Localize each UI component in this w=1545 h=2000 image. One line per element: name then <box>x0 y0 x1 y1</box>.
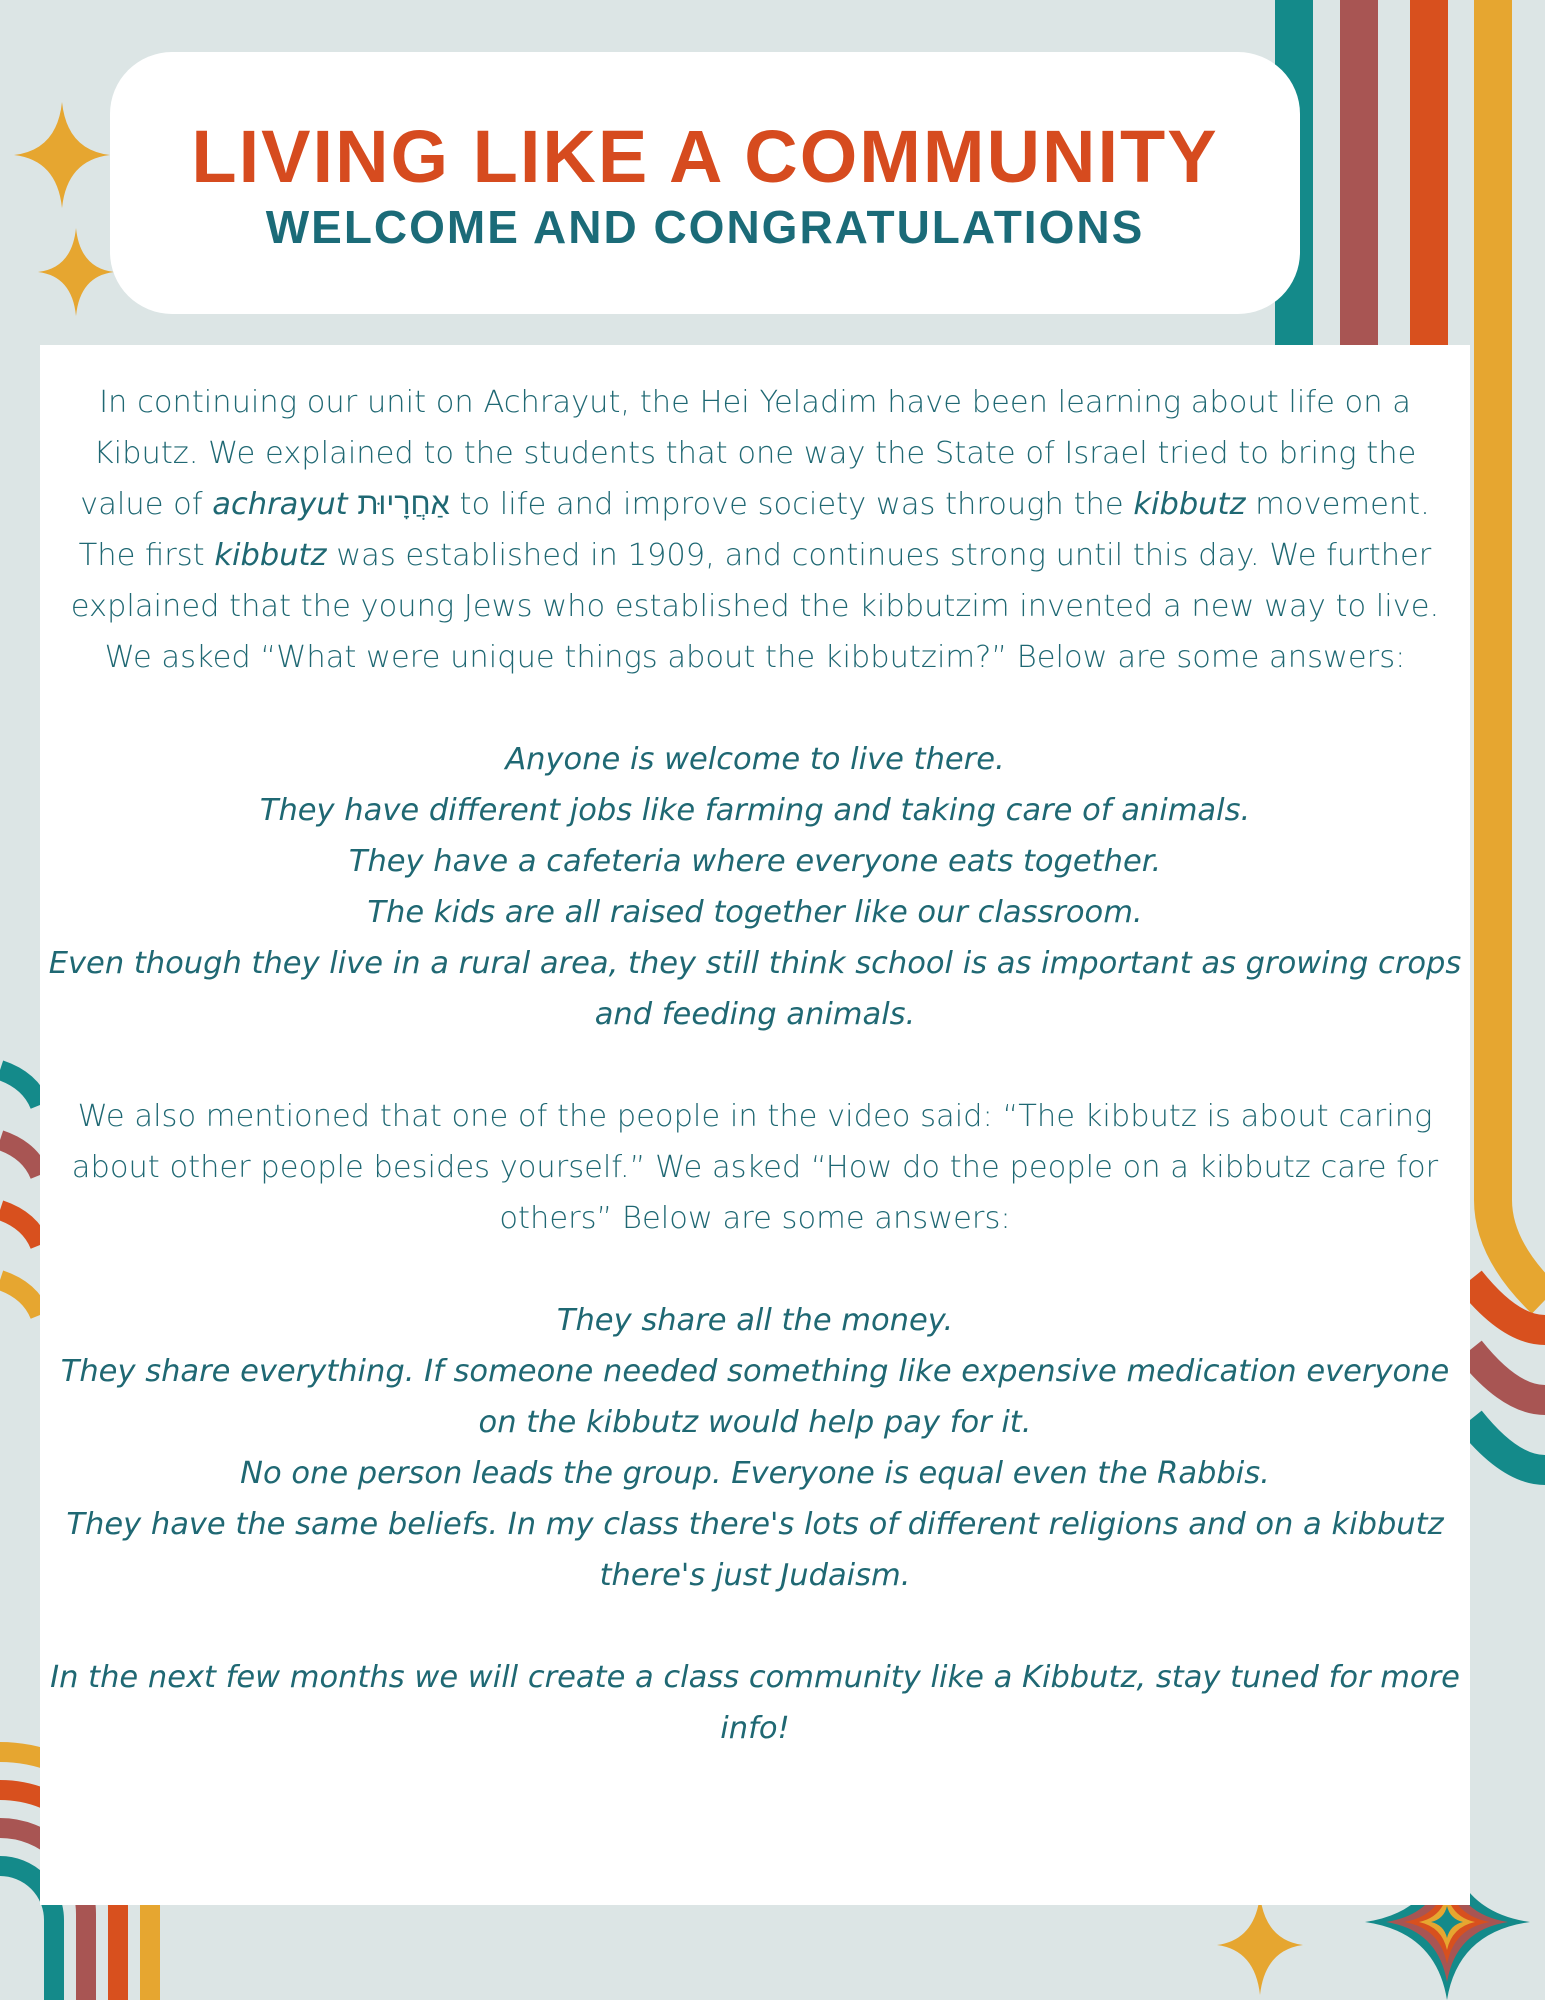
intro-text: to life and improve society was through the <box>449 487 1134 522</box>
term-achrayut: achrayut <box>212 487 348 522</box>
content-panel <box>40 345 1470 1905</box>
sparkle-star-icon <box>1217 1895 1303 1995</box>
answer-line: The kids are all raised together like our classroom. <box>367 895 1143 930</box>
second-paragraph: We also mentioned that one of the people in the video said: “The kibbutz is about caring about other people besides yourself.” We asked “How do the people on a kibbutz care for others” Below are some answers: <box>71 1099 1439 1236</box>
term-kibbutz: kibbutz <box>214 538 327 573</box>
page-title: LIVING LIKE A COMMUNITY <box>191 115 1219 198</box>
intro-paragraph <box>48 377 1462 683</box>
intro-text: In continuing our unit on Achrayut, the Hei Yeladim have been learning about life on a Kibutz. We explained to the students that one way the State of Israel tried to bring the value of <box>80 385 1417 522</box>
closing-line: In the next few months we will create a class community like a Kibbutz, stay tuned for more info! <box>50 1660 1460 1746</box>
answer-line: Even though they live in a rural area, they still think school is as important as growing crops and feeding animals. <box>48 946 1462 1032</box>
left-wave-bands <box>0 1070 40 1315</box>
answer-line: No one person leads the group. Everyone is equal even the Rabbis. <box>240 1456 1270 1491</box>
term-kibbutz: kibbutz <box>1133 487 1246 522</box>
sparkle-star-icon <box>38 228 114 316</box>
answer-line: They share all the money. <box>556 1303 954 1338</box>
answer-line: They have different jobs like farming and taking care of animals. <box>259 793 1251 828</box>
page-subtitle: WELCOME AND CONGRATULATIONS <box>265 201 1145 253</box>
newsletter-body <box>48 377 1462 1754</box>
answer-line: Anyone is welcome to live there. <box>505 742 1005 777</box>
answer-line: They have the same beliefs. In my class there's lots of different religions and on a kibbutz there's just Judaism. <box>66 1507 1444 1593</box>
intro-text: was established in 1909, and continues strong until this day. We further explained that the young Jews who established the kibbutzim invented a new way to live. We asked “What were unique things about the kibbutzim?” Below are some answers: <box>70 538 1440 675</box>
answer-line: They have a cafeteria where everyone eats together. <box>348 844 1162 879</box>
intro-text: movement. The first <box>78 487 1430 573</box>
title-card <box>110 52 1300 314</box>
sparkle-star-icon <box>14 102 110 208</box>
answer-line: They share everything. If someone needed something like expensive medication everyone on the kibbutz would help pay for it. <box>60 1354 1450 1440</box>
hebrew-term: אַחֲרָיוּת <box>357 487 450 522</box>
